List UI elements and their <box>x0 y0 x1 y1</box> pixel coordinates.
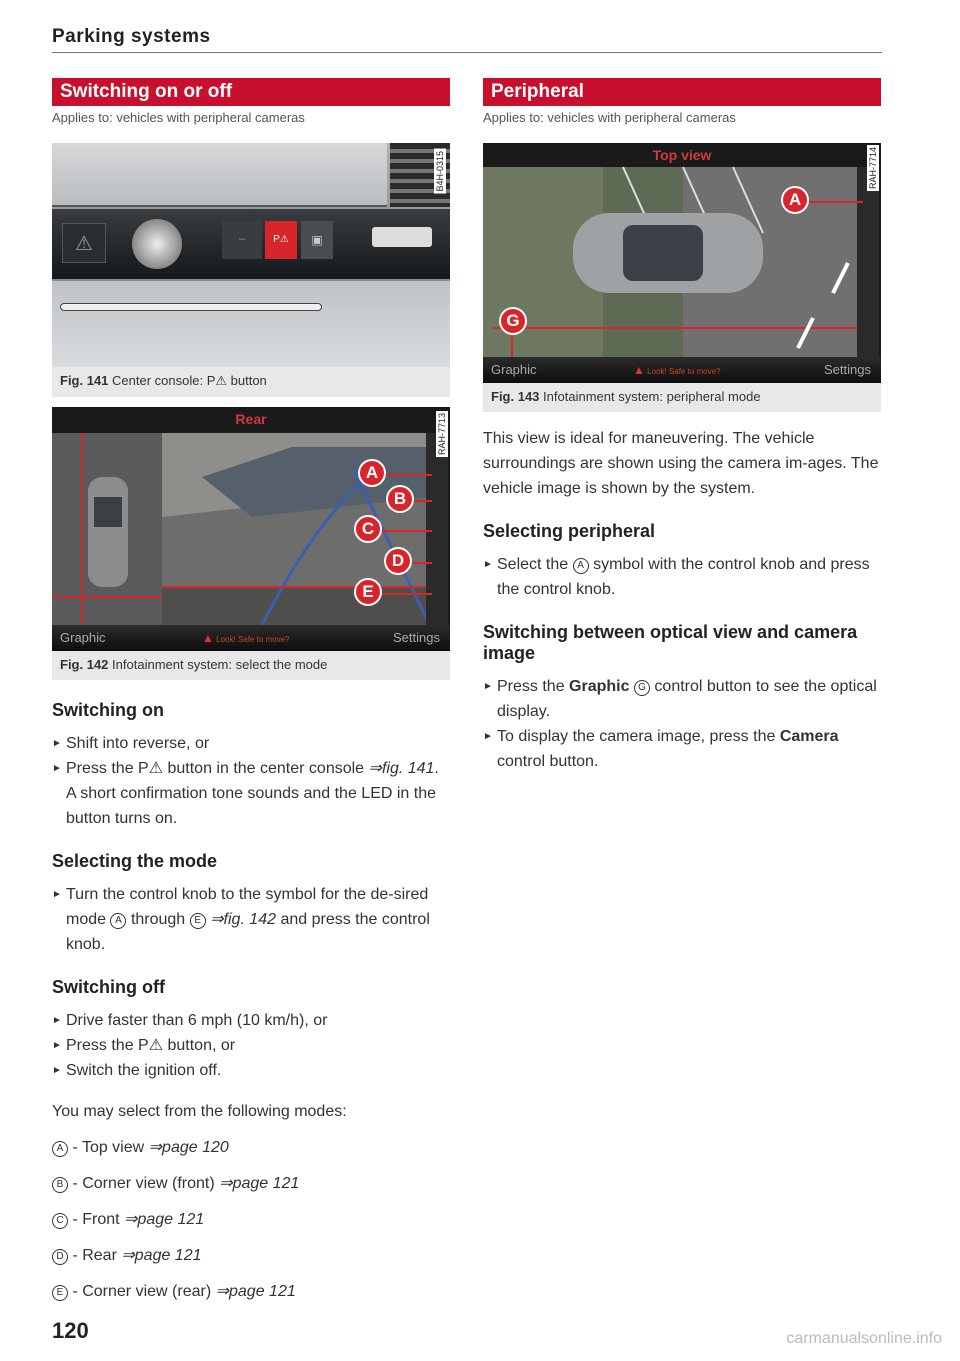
list-item: ► Select the A symbol with the control knob and press the control knob. <box>483 552 881 602</box>
modes-intro: You may select from the following modes: <box>52 1103 347 1120</box>
section-title-switching: Switching on or off <box>52 78 450 106</box>
symbol-e: E <box>190 913 206 929</box>
list-item: ► Shift into reverse, or <box>52 731 450 756</box>
settings-label: Settings <box>824 362 871 377</box>
callout-a: A <box>781 186 809 214</box>
warning-icon: ▲ <box>202 631 214 645</box>
symbol-g: G <box>634 680 650 696</box>
figure-143 <box>483 143 881 412</box>
list-item: ► Switch the ignition off. <box>52 1058 450 1083</box>
list-item: ► Turn the control knob to the symbol for the de-sired mode A through E ⇒fig. 142 and press the control knob. <box>52 882 450 957</box>
screen-bottom-bar <box>483 357 881 383</box>
infotainment-rear-screen <box>52 407 450 651</box>
graphic-label: Graphic <box>491 362 537 377</box>
mode-item: B - Corner view (front) ⇒page 121 <box>52 1171 450 1196</box>
section-header: Parking systems <box>52 26 211 47</box>
callout-a: A <box>358 459 386 487</box>
screen-title: Rear <box>235 411 267 427</box>
infotainment-top-view-screen <box>483 143 881 383</box>
left-column <box>52 78 450 1304</box>
heading-switching-off: Switching off <box>52 977 165 997</box>
list-item: ► Press the Graphic G control button to see the optical display. <box>483 674 881 724</box>
callout-g: G <box>499 307 527 335</box>
figure-caption: Fig. 142 Infotainment system: select the mode <box>60 657 328 672</box>
figure-ref-code: B4H-0315 <box>435 151 445 192</box>
passenger-airbag-indicator: ▪▪▪ <box>222 221 262 259</box>
page-number: 120 <box>52 1318 89 1343</box>
warning-text: ▲ Look! Safe to move? <box>633 363 721 377</box>
heading-switching-on: Switching on <box>52 700 164 720</box>
applies-note: Applies to: vehicles with peripheral cameras <box>483 110 736 125</box>
figure-ref-code: RAH-7714 <box>868 147 878 190</box>
list-item: ► To display the camera image, press the Camera control button. <box>483 724 881 774</box>
list-item: ► Press the P⚠ button in the center console ⇒fig. 141. A short confirmation tone sounds and the LED in the button turns on. <box>52 756 450 831</box>
figure-ref-code: RAH-7713 <box>437 413 447 456</box>
heading-switching-view: Switching between optical view and camera image <box>483 622 858 663</box>
mode-item: E - Corner view (rear) ⇒page 121 <box>52 1279 450 1304</box>
symbol-a: A <box>573 558 589 574</box>
console-slot <box>60 303 322 311</box>
figure-141 <box>52 143 450 397</box>
section-title-peripheral: Peripheral <box>483 78 881 106</box>
applies-note: Applies to: vehicles with peripheral cameras <box>52 110 305 125</box>
rear-camera-view <box>52 407 450 651</box>
symbol-a: A <box>110 913 126 929</box>
heading-selecting-peripheral: Selecting peripheral <box>483 521 656 541</box>
mode-strip <box>426 433 448 625</box>
right-column <box>483 78 881 774</box>
screen-title: Top view <box>652 147 712 163</box>
warning-text: ▲ Look! Safe to move? <box>202 631 290 645</box>
control-knob <box>132 219 182 269</box>
console-button-icon: ▣ <box>301 221 333 259</box>
cross-ref: ⇒fig. 142 <box>210 911 276 928</box>
mode-item: A - Top view ⇒page 120 <box>52 1135 450 1160</box>
list-item: ► Press the P⚠ button, or <box>52 1033 450 1058</box>
figure-caption: Fig. 143 Infotainment system: peripheral mode <box>491 389 761 404</box>
mode-strip <box>857 167 879 357</box>
top-view-camera <box>483 143 881 383</box>
mode-item: C - Front ⇒page 121 <box>52 1207 450 1232</box>
figure-142 <box>52 407 450 680</box>
callout-c: C <box>354 515 382 543</box>
cross-ref: ⇒fig. 141 <box>368 760 435 777</box>
parking-button-icon: P⚠ <box>265 221 297 259</box>
hazard-button-icon: ⚠ <box>62 223 106 263</box>
screen-bottom-bar <box>52 625 450 651</box>
center-console-photo <box>52 143 450 367</box>
watermark: carmanualsonline.info <box>786 1330 942 1347</box>
graphic-label: Graphic <box>60 630 106 645</box>
callout-e: E <box>354 578 382 606</box>
warning-icon: ▲ <box>633 363 645 377</box>
mode-item: D - Rear ⇒page 121 <box>52 1243 450 1268</box>
intro-paragraph: This view is ideal for maneuvering. The vehicle surroundings are shown using the camera im-ages. The vehicle image is shown by the system. <box>483 430 879 497</box>
settings-label: Settings <box>393 630 440 645</box>
callout-b: B <box>386 485 414 513</box>
figure-caption: Fig. 141 Center console: P⚠ button <box>60 373 267 388</box>
callout-d: D <box>384 547 412 575</box>
header-rule <box>52 52 882 53</box>
console-display <box>372 227 432 247</box>
list-item: ► Drive faster than 6 mph (10 km/h), or <box>52 1008 450 1033</box>
heading-selecting-mode: Selecting the mode <box>52 851 218 871</box>
